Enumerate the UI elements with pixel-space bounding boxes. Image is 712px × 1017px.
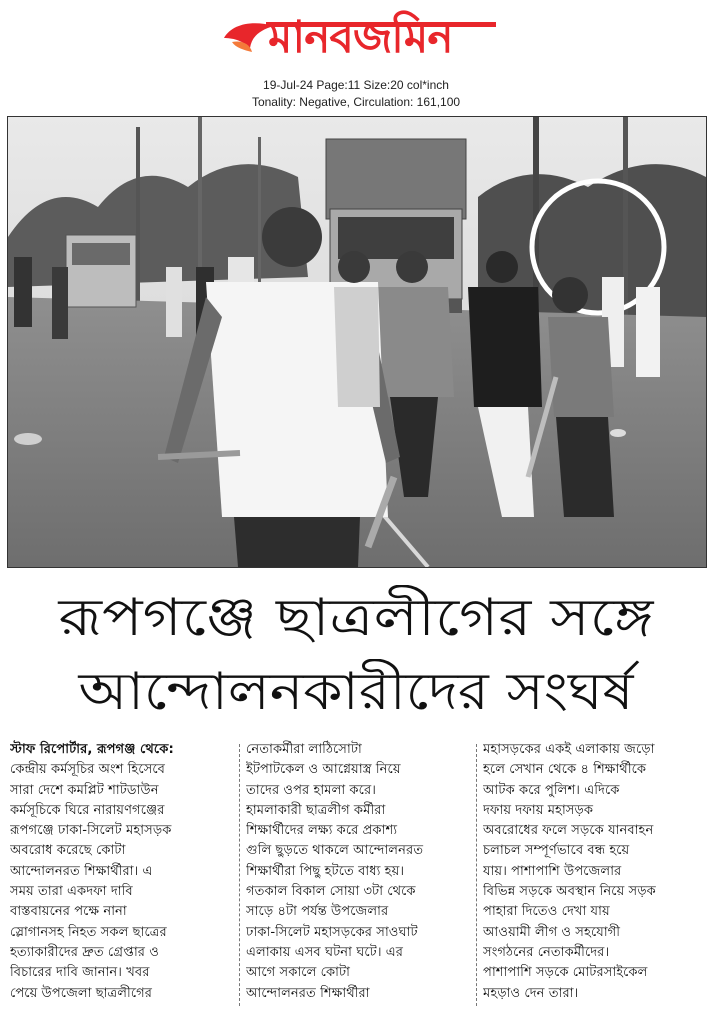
- article-line: আওয়ামী লীগ ও সহযোগী: [483, 924, 621, 940]
- article-line: সংগঠনের নেতাকর্মীদের।: [483, 944, 610, 960]
- article-line: মহাসড়কের একই এলাকায় জড়ো: [483, 742, 655, 757]
- article-line: নেতাকর্মীরা লাঠিসোটা: [246, 742, 362, 757]
- masthead: [0, 0, 712, 112]
- article-line: হলে সেখান থেকে ৪ শিক্ষার্থীকে: [483, 762, 647, 778]
- article-line: যায়। পাশাপাশি উপজেলার: [483, 863, 622, 879]
- article-line: চলাচল সম্পূর্ণভাবে বন্ধ হয়ে: [483, 843, 630, 859]
- clipping-meta-tonality: Tonality: Negative, Circulation: 161,100: [251, 95, 461, 109]
- article-line: সময় তারা একদফা দাবি: [10, 884, 133, 900]
- article-line: অবরোধ করেছে কোটা: [10, 843, 126, 859]
- article-line: ইটপাটকেল ও আগ্নেয়াস্ত্র নিয়ে: [246, 762, 401, 778]
- article-line: আন্দোলনরত শিক্ষার্থীরা। এ: [10, 863, 153, 879]
- article-line: শিক্ষার্থীদের লক্ষ্য করে প্রকাশ্য: [246, 823, 398, 839]
- article-body: [10, 740, 702, 1010]
- article-line: অবরোধের ফলে সড়কে যানবাহন: [483, 823, 654, 839]
- headline-line-1: রূপগঞ্জে ছাত্রলীগের সঙ্গে: [58, 588, 654, 648]
- article-line: স্লোগানসহ নিহত সকল ছাত্রের: [10, 924, 167, 940]
- article-line: হত্যাকারীদের দ্রুত গ্রেপ্তার ও: [10, 944, 159, 960]
- news-photo-illustration: [8, 117, 706, 567]
- article-line: এলাকায় এসব ঘটনা ঘটে। এর: [246, 944, 404, 960]
- article-line: দফায় দফায় মহাসড়ক: [483, 802, 594, 818]
- article-line: তাদের ওপর হামলা করে।: [246, 782, 376, 798]
- article-line: আন্দোলনরত শিক্ষার্থীরা: [246, 985, 370, 1001]
- article-line: শিক্ষার্থীরা পিছু হটতে বাধ্য হয়।: [246, 863, 405, 879]
- article-line: হামলাকারী ছাত্রলীগ কর্মীরা: [246, 802, 386, 818]
- article-line: গুলি ছুড়তে থাকলে আন্দোলনরত: [246, 843, 424, 859]
- article-line: বিভিন্ন সড়কে অবস্থান নিয়ে সড়ক: [483, 884, 656, 900]
- news-photo: [7, 116, 707, 568]
- article-column-1: [10, 740, 232, 1010]
- column-divider: [239, 744, 240, 1006]
- article-line: সাড়ে ৪টা পর্যন্ত উপজেলার: [246, 904, 389, 920]
- article-line: বিচারের দাবি জানান। খবর: [10, 965, 150, 981]
- article-line: বাস্তবায়নের পক্ষে নানা: [10, 904, 127, 920]
- article-line: মহড়াও দেন তারা।: [483, 985, 579, 1001]
- article-line: গতকাল বিকাল সোয়া ৩টা থেকে: [246, 884, 416, 900]
- article-line: আগে সকালে কোটা: [246, 965, 351, 981]
- column-divider: [476, 744, 477, 1006]
- newspaper-logo: [222, 8, 502, 70]
- article-line: রূপগঞ্জে ঢাকা-সিলেট মহাসড়ক: [10, 823, 172, 839]
- article-line: সারা দেশে কমপ্লিট শাটডাউন: [10, 782, 159, 798]
- article-line: পাহারা দিতেও দেখা যায়: [483, 904, 610, 920]
- article-column-3: [483, 740, 705, 1010]
- clipping-meta-date-page: 19-Jul-24 Page:11 Size:20 col*inch: [263, 78, 449, 92]
- article-line: পাশাপাশি সড়কে মোটরসাইকেল: [483, 965, 648, 981]
- logo-text: মানবজমিন: [268, 12, 453, 63]
- article-line: কর্মসূচিকে ঘিরে নারায়ণগঞ্জের: [10, 802, 165, 818]
- article-byline: স্টাফ রিপোর্টার, রূপগঞ্জ থেকে:: [10, 742, 174, 757]
- article-line: পেয়ে উপজেলা ছাত্রলীগের: [10, 985, 153, 1001]
- article-column-2: [246, 740, 468, 1010]
- article-line: আটক করে পুলিশ। এদিকে: [483, 782, 620, 798]
- article-line: কেন্দ্রীয় কর্মসূচির অংশ হিসেবে: [10, 762, 166, 778]
- headline-line-2: আন্দোলনকারীদের সংঘর্ষ: [78, 662, 634, 722]
- article-line: ঢাকা-সিলেট মহাসড়কের সাওঘাট: [246, 924, 418, 940]
